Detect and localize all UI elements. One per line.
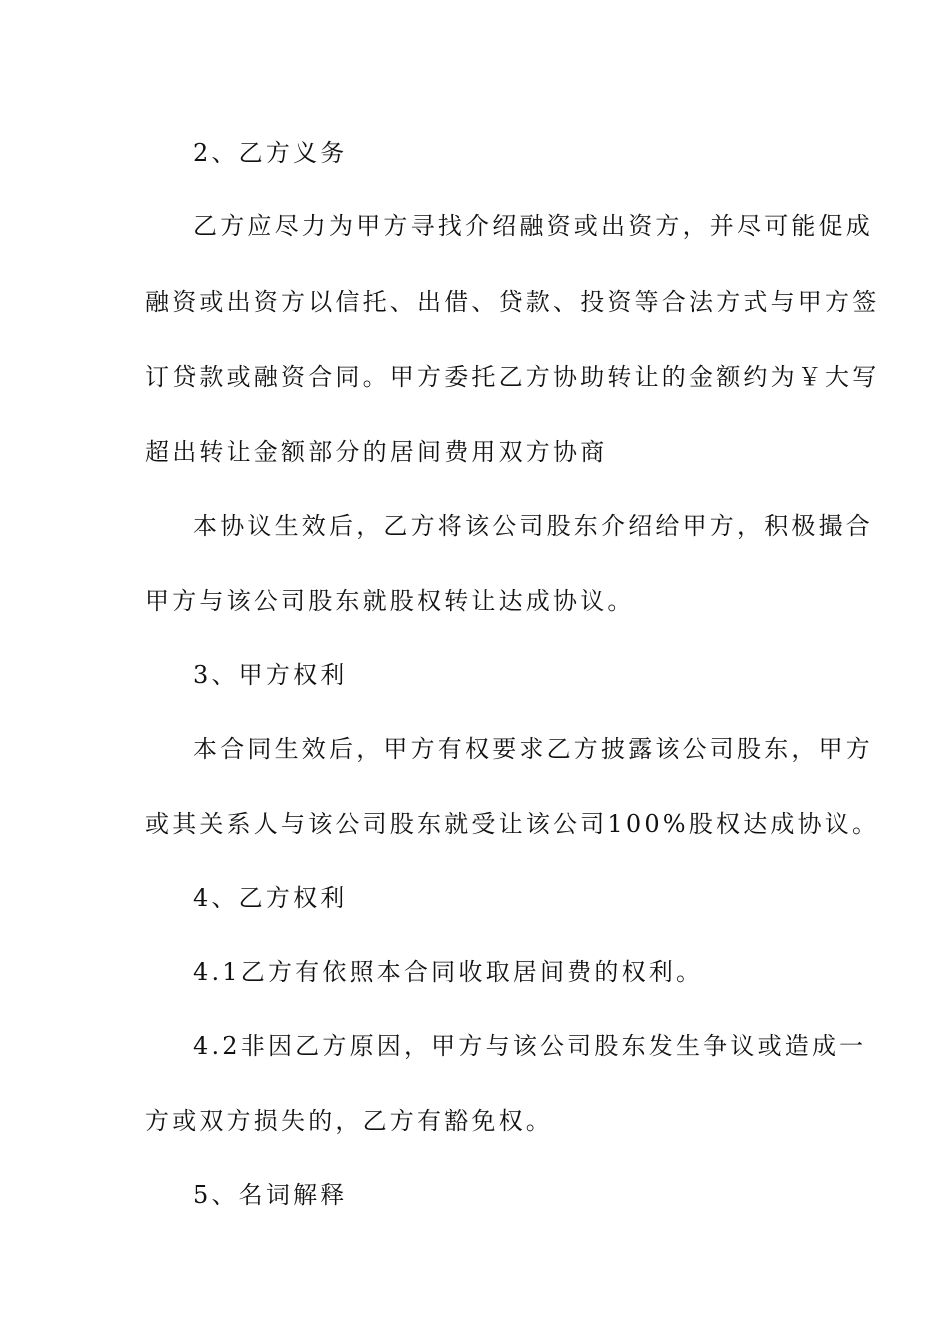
section-heading-5: 5、名词解释: [193, 1181, 348, 1209]
paragraph-line: 方或双方损失的，乙方有豁免权。: [145, 1107, 553, 1135]
paragraph-line: 或其关系人与该公司股东就受让该公司100%股权达成协议。: [145, 810, 880, 838]
paragraph-line: 融资或出资方以信托、出借、贷款、投资等合法方式与甲方签: [145, 288, 880, 316]
paragraph-line: 乙方应尽力为甲方寻找介绍融资或出资方，并尽可能促成: [193, 212, 873, 240]
paragraph-line: 本协议生效后，乙方将该公司股东介绍给甲方，积极撮合: [193, 512, 873, 540]
section-heading-4: 4、乙方权利: [193, 884, 348, 912]
section-heading-2: 2、乙方义务: [193, 139, 348, 167]
paragraph-line: 甲方与该公司股东就股权转让达成协议。: [145, 587, 635, 615]
paragraph-line: 4.2非因乙方原因，甲方与该公司股东发生争议或造成一: [193, 1032, 867, 1060]
paragraph-line: 超出转让金额部分的居间费用双方协商: [145, 438, 608, 466]
paragraph-line: 订贷款或融资合同。甲方委托乙方协助转让的金额约为￥大写: [145, 363, 880, 391]
section-heading-3: 3、甲方权利: [193, 661, 348, 689]
paragraph-line: 4.1乙方有依照本合同收取居间费的权利。: [193, 958, 704, 986]
paragraph-line: 本合同生效后，甲方有权要求乙方披露该公司股东，甲方: [193, 735, 873, 763]
